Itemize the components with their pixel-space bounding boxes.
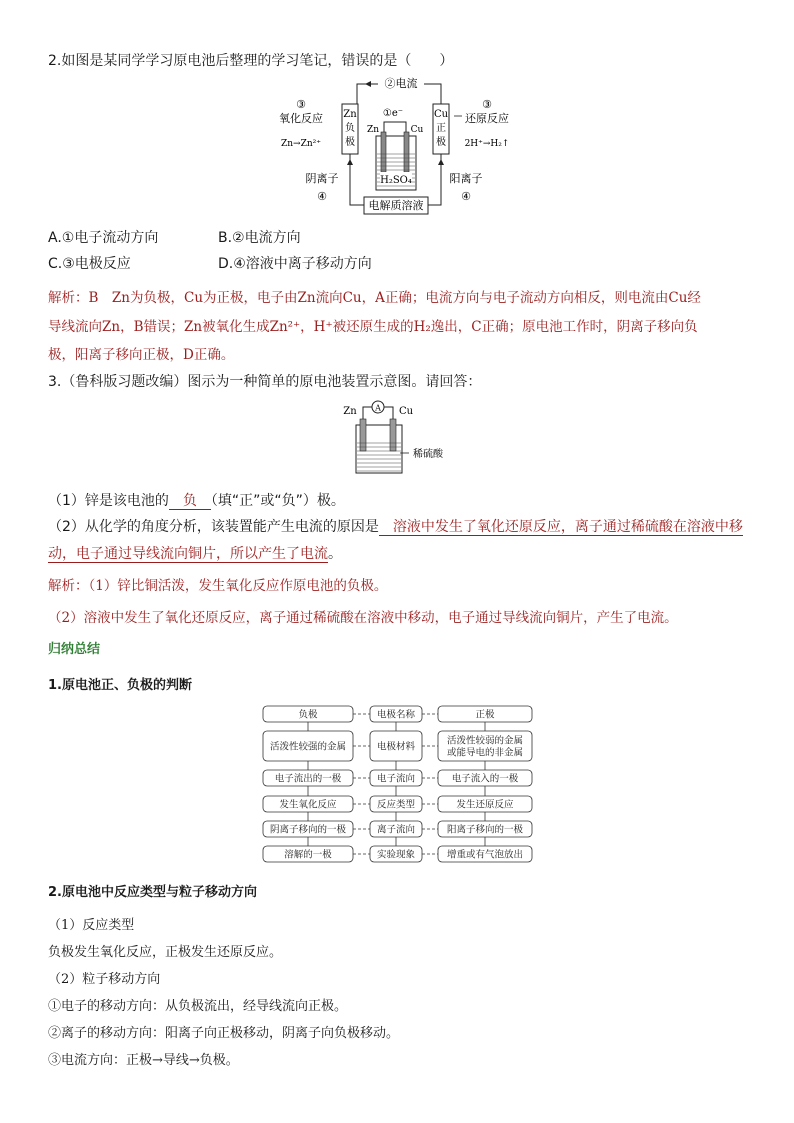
right-eq: 2H⁺→H₂↑ — [464, 139, 510, 149]
q3-p2-answer-a: 溶液中发生了氧化还原反应，离子通过稀硫酸在溶液中移 — [378, 519, 743, 535]
cation-label: 阳离子 — [449, 172, 483, 185]
table-cell-attribute-5: 离子流向 — [376, 824, 416, 836]
s2-line-3: （2）粒子移动方向 — [48, 972, 161, 987]
q3-part-2-line-2 — [48, 543, 342, 563]
q3-p2-answer-b: 动，电子通过导线流向铜片，所以产生了电流 — [48, 546, 328, 562]
cation-num: ④ — [461, 190, 471, 203]
cu-box-2: 正 — [436, 123, 446, 134]
e-label: ①e⁻ — [382, 108, 404, 119]
option-b: B.②电流方向 — [218, 230, 301, 246]
option-a: A.①电子流动方向 — [48, 230, 159, 246]
s2-line-2: 负极发生氧化反应，正极发生还原反应。 — [48, 945, 283, 960]
q3-analysis-2: （2）溶液中发生了氧化还原反应，离子通过稀硫酸在溶液中移动，电子通过导线流向铜片，产生了电流。 — [48, 610, 678, 626]
acid-text: 稀硫酸 — [413, 449, 443, 460]
zn-small: Zn — [366, 125, 380, 135]
table-cell-negative-1: 负极 — [298, 709, 318, 721]
q2-analysis-line-2: 导线流向Zn，B错误；Zn被氧化生成Zn²⁺，H⁺被还原生成的H₂逸出，C正确；原电池工作时，阴离子移向负 — [48, 319, 698, 335]
left-reaction: 氧化反应 — [279, 112, 323, 125]
q3-p1-answer: 负 — [168, 493, 211, 509]
table-cell-negative-5: 阴离子移向的一极 — [269, 824, 347, 836]
current-label: ②电流 — [384, 77, 418, 90]
q3-p2-post: 。 — [328, 546, 342, 562]
table-cell-positive-2: 或能导电的非金属 — [446, 747, 524, 759]
electrolyte-label: 电解质溶液 — [368, 199, 424, 212]
q3-p1-post: （填“正”或“负”）极。 — [210, 493, 345, 509]
electrode-judgement-table — [262, 704, 534, 866]
cu-box-1: Cu — [433, 109, 449, 120]
q3-p1-pre: （1）锌是该电池的 — [48, 493, 169, 509]
anion-label: 阴离子 — [305, 172, 339, 185]
table-cell-positive-5: 阳离子移向的一极 — [446, 824, 524, 836]
table-cell-attribute-6: 实验现象 — [376, 849, 416, 861]
q3-p2-pre: （2）从化学的角度分析，该装置能产生电流的原因是 — [48, 519, 379, 535]
galvanic-cell-diagram — [276, 74, 526, 216]
acid-label: H₂SO₄ — [380, 175, 412, 186]
table-cell-negative-2: 活泼性较强的金属 — [269, 741, 347, 753]
s2-line-5: ②离子的移动方向：阳离子向正极移动，阴离子向负极移动。 — [48, 1026, 400, 1041]
q3-part-2-line-1 — [48, 516, 743, 536]
right-reaction: 还原反应 — [465, 112, 509, 125]
table-cell-negative-3: 电子流出的一极 — [274, 773, 342, 785]
ammeter-label: A — [375, 403, 381, 413]
s2-line-4: ①电子的移动方向：从负极流出，经导线流向正极。 — [48, 999, 348, 1014]
table-cell-positive-4: 发生还原反应 — [456, 799, 514, 811]
right-num: ③ — [482, 98, 492, 111]
q3-part-1 — [48, 490, 345, 510]
table-cell-attribute-1: 电极名称 — [376, 709, 416, 721]
table-cell-attribute-3: 电子流向 — [376, 773, 416, 785]
table-cell-positive-2: 活泼性较弱的金属 — [446, 735, 524, 747]
q2-analysis-line-3: 极，阳离子移向正极，D正确。 — [48, 347, 235, 363]
section-1-title: 1.原电池正、负极的判断 — [48, 678, 192, 693]
left-eq: Zn→Zn²⁺ — [281, 139, 321, 149]
table-cell-positive-1: 正极 — [475, 709, 495, 721]
zn-label: Zn — [343, 406, 357, 417]
q3-stem: 3.（鲁科版习题改编）图示为一种简单的原电池装置示意图。请回答： — [48, 374, 482, 390]
cu-box-3: 极 — [436, 137, 446, 148]
zn-box-2: 负 — [345, 123, 355, 134]
q2-stem: 2.如图是某同学学习原电池后整理的学习笔记，错误的是（ ） — [48, 53, 454, 69]
table-cell-positive-6: 增重或有气泡放出 — [446, 849, 524, 861]
table-cell-negative-6: 溶解的一极 — [284, 849, 332, 861]
s2-line-6: ③电流方向：正极→导线→负极。 — [48, 1053, 239, 1068]
table-cell-positive-3: 电子流入的一极 — [451, 773, 519, 785]
table-cell-attribute-2: 电极材料 — [376, 741, 416, 753]
anion-num: ④ — [317, 190, 327, 203]
left-num: ③ — [296, 98, 306, 111]
s2-line-1: （1）反应类型 — [48, 918, 135, 933]
table-cell-attribute-4: 反应类型 — [376, 799, 416, 811]
summary-title: 归纳总结 — [48, 642, 101, 657]
q2-analysis-line-1: 解析：B Zn为负极，Cu为正极，电子由Zn流向Cu，A正确；电流方向与电子流动方向相反，则电流由Cu经 — [48, 290, 701, 306]
simple-cell-diagram — [342, 397, 452, 477]
cu-label: Cu — [398, 406, 414, 417]
option-c: C.③电极反应 — [48, 256, 131, 272]
zn-box-3: 极 — [345, 137, 355, 148]
table-cell-negative-4: 发生氧化反应 — [279, 799, 337, 811]
cu-small: Cu — [410, 125, 424, 135]
zn-box-1: Zn — [343, 109, 357, 120]
q3-analysis-1: 解析：（1）锌比铜活泼，发生氧化反应作原电池的负极。 — [48, 578, 388, 594]
section-2-title: 2.原电池中反应类型与粒子移动方向 — [48, 885, 257, 900]
option-d: D.④溶液中离子移动方向 — [218, 256, 372, 272]
